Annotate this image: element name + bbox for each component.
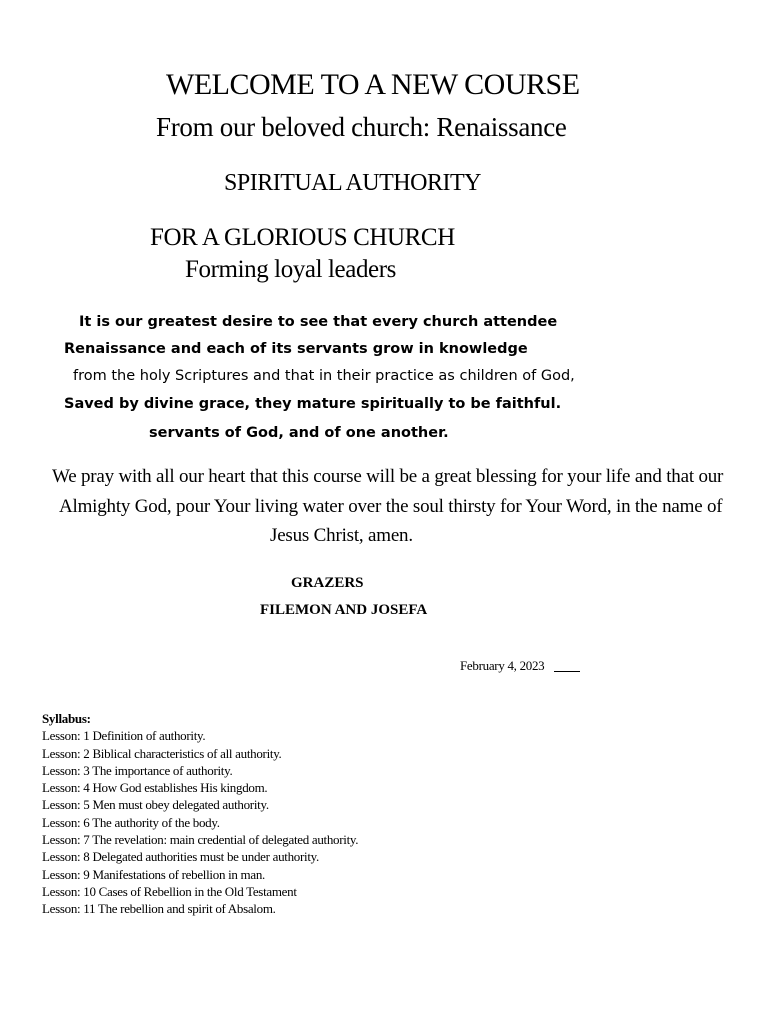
lesson-item: Lesson: 2 Biblical characteristics of all authority. [42,745,282,761]
mission-line: Saved by divine grace, they mature spiritually to be faithful. [64,396,562,412]
lesson-item: Lesson: 8 Delegated authorities must be under authority. [42,849,319,865]
mission-line: It is our greatest desire to see that every church attendee [79,314,558,330]
signature-line-1: GRAZERS [291,575,364,591]
lesson-item: Lesson: 11 The rebellion and spirit of Absalom. [42,901,276,917]
syllabus [42,710,358,918]
lesson-item: Lesson: 9 Manifestations of rebellion in man. [42,866,265,882]
course-subtitle-2: Forming loyal leaders [185,256,396,283]
mission-line: from the holy Scriptures and that in their practice as children of God, [73,368,575,384]
prayer-line: We pray with all our heart that this course will be a great blessing for your life and that our [52,466,724,487]
lesson-item: Lesson: 10 Cases of Rebellion in the Old Testament [42,883,297,899]
date: February 4, 2023 [460,658,545,673]
lesson-item: Lesson: 3 The importance of authority. [42,762,233,778]
prayer-line: Almighty God, pour Your living water over the soul thirsty for Your Word, in the name of [59,496,723,517]
mission-line: Renaissance and each of its servants grow in knowledge [64,341,528,357]
course-subtitle-1: FOR A GLORIOUS CHURCH [150,224,455,251]
date-underline [554,671,580,672]
church-subheading: From our beloved church: Renaissance [156,112,567,142]
welcome-heading: WELCOME TO A NEW COURSE [166,68,580,101]
lesson-item: Lesson: 4 How God establishes His kingdom. [42,780,268,796]
lesson-item: Lesson: 6 The authority of the body. [42,814,220,830]
mission-line: servants of God, and of one another. [149,425,449,441]
prayer-line: Jesus Christ, amen. [270,525,413,546]
lesson-item: Lesson: 7 The revelation: main credential of delegated authority. [42,832,359,848]
lesson-item: Lesson: 5 Men must obey delegated authority. [42,797,269,813]
signature-line-2: FILEMON AND JOSEFA [260,602,428,618]
lesson-item: Lesson: 1 Definition of authority. [42,728,206,744]
course-title: SPIRITUAL AUTHORITY [224,170,481,196]
syllabus-title: Syllabus: [42,711,91,726]
